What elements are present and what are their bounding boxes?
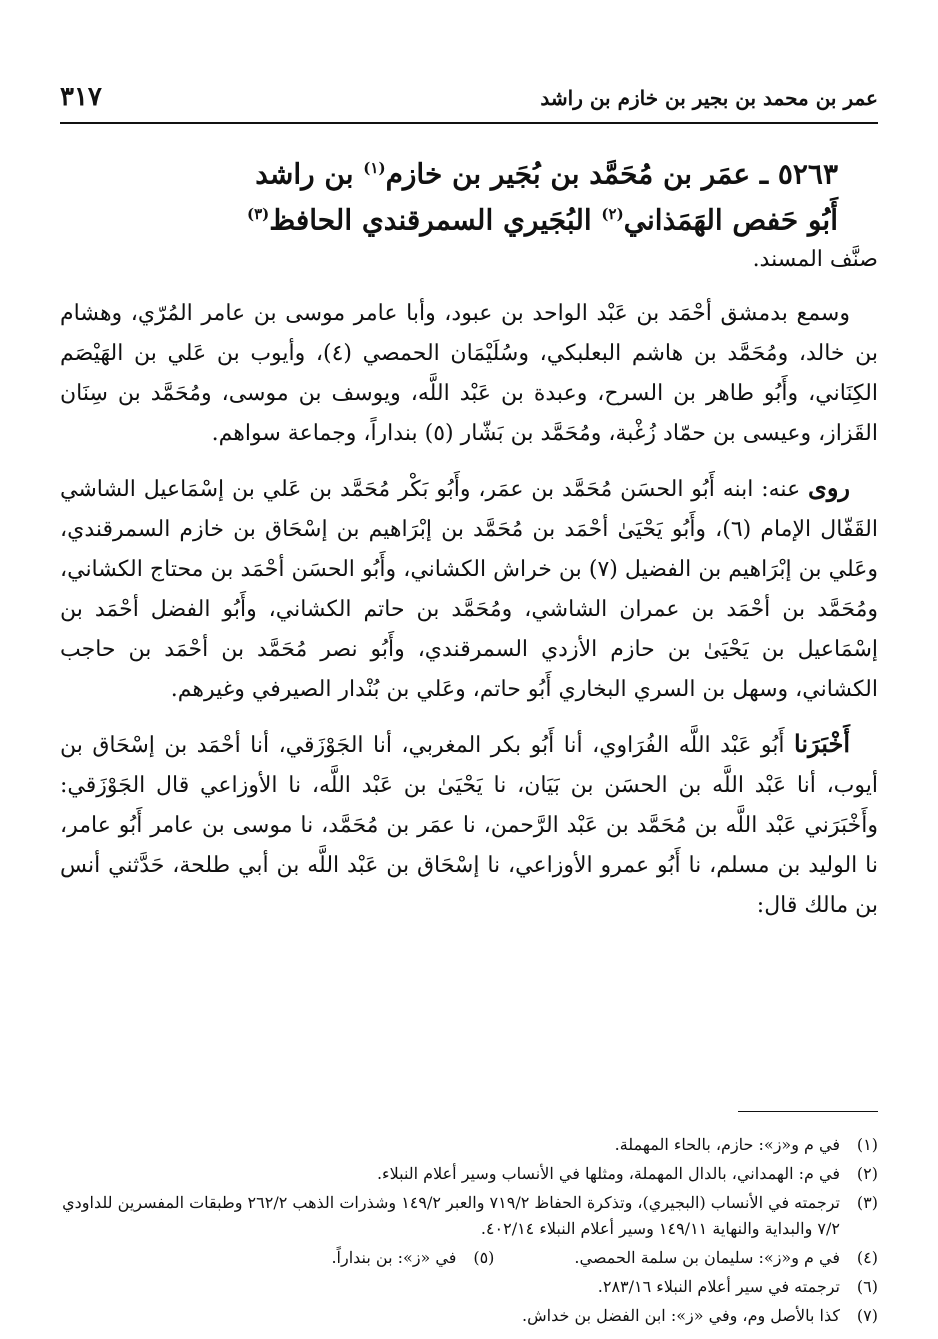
footnote-2 <box>60 1161 878 1187</box>
page-number: ٣١٧ <box>60 82 102 112</box>
footnote-ref-3: (٣) <box>246 205 270 224</box>
footnote-mark: (١) <box>856 1135 878 1154</box>
footnote-text: في «ز»: بن بنداراً. <box>331 1248 457 1267</box>
running-title: عمر بن محمد بن بجير بن خازم بن راشد <box>540 86 878 110</box>
footnote-4-and-5 <box>60 1245 878 1271</box>
footnote-mark: (٥) <box>473 1248 495 1267</box>
footnotes <box>60 1132 878 1332</box>
paragraph-students <box>60 468 878 710</box>
body-text <box>60 240 878 940</box>
footnote-ref-2: (٢) <box>601 205 624 224</box>
footnote-text: ترجمته في سير أعلام النبلاء ٢٨٣/١٦. <box>597 1277 840 1296</box>
footnote-text: في م و«ز»: حازم، بالحاء المهملة. <box>614 1135 840 1154</box>
lead-word-rawa: روى <box>808 473 850 502</box>
footnote-separator <box>738 1111 878 1112</box>
page-header <box>60 82 878 124</box>
footnote-text: في م و«ز»: سليمان بن سلمة الحمصي. <box>574 1248 840 1267</box>
entry-title-name-end: بن راشد <box>255 157 354 191</box>
entry-title-line-2 <box>60 194 838 240</box>
footnote-3 <box>60 1190 878 1242</box>
paragraph-musnad: صنَّف المسند. <box>752 247 878 272</box>
entry-title-line-1 <box>60 148 838 194</box>
footnote-7 <box>60 1303 878 1329</box>
entry-title-name: ٥٢٦٣ ـ عمَر بن مُحَمَّد بن بُجَير بن خازم <box>385 157 838 191</box>
footnote-1 <box>60 1132 878 1158</box>
footnote-mark: (٧) <box>856 1306 878 1325</box>
footnote-text: ترجمته في الأنساب (البجيري)، وتذكرة الحفاظ ٧١٩/٢ والعبر ١٤٩/٢ وشذرات الذهب ٢٦٢/٢ وطبقات المفسرين للداودي ٧/٢ والبداية والنهاية ١٤٩/١١ وسير أعلام النبلاء ٤٠٢/١٤. <box>62 1193 840 1238</box>
footnote-6 <box>60 1274 878 1300</box>
footnote-mark: (٣) <box>856 1193 878 1212</box>
footnote-ref-1: (١) <box>363 159 386 177</box>
footnote-gap <box>504 1245 564 1271</box>
document-page <box>60 70 879 1325</box>
footnote-text: كذا بالأصل وم، وفي «ز»: ابن الفضل بن خداش. <box>522 1306 840 1325</box>
entry-title <box>60 148 878 241</box>
footnote-mark: (٦) <box>856 1277 878 1296</box>
entry-title-kunya: أَبُو حَفص الهَمَذاني <box>623 203 838 237</box>
entry-title-nisba: البُجَيري السمرقندي الحافظ <box>269 203 592 237</box>
lead-word-akhbarana: أَخْبَرَنا <box>794 729 850 758</box>
footnote-mark: (٤) <box>856 1248 878 1267</box>
footnote-mark: (٢) <box>856 1164 878 1183</box>
paragraph-teachers: وسمع بدمشق أحْمَد بن عَبْد الواحد بن عبود، وأبا عامر موسى بن عامر المُرّي، وهشام بن خالد، ومُحَمَّد بن هاشم البعلبكي، وسُلَيْمَان الحمصي (٤)، وأيوب بن عَلي بن الهَيْصَم الكِنَاني، وأَبُو طاهر بن السرح، وعبدة بن عَبْد اللَّه، ويوسف بن موسى، ومُحَمَّد بن سِنَان القَزاز، وعيسى بن حمّاد زُغْبة، ومُحَمَّد بن بَشّار (٥) بنداراً، وجماعة سواهم. <box>60 301 879 446</box>
footnote-text: في م: الهمداني، بالدال المهملة، ومثلها في الأنساب وسير أعلام النبلاء. <box>376 1164 840 1183</box>
paragraph-hadith-chain <box>60 724 878 926</box>
paragraph-hadith-chain-text: أَبُو عَبْد اللَّه الفُرَاوي، أنا أَبُو بكر المغربي، أنا الجَوْزَقي، أنا أحْمَد بن إسْحَاق بن أيوب، أنا عَبْد اللَّه بن الحسَن بن بَيَان، نا يَحْيَىٰ بن عَبْد اللَّه، نا الأوزاعي قال الجَوْزَقي: وأَخْبَرَني عَبْد اللَّه بن مُحَمَّد بن عَبْد الرَّحمن، نا عمَر بن مُحَمَّد، نا موسى بن عامر أَبُو عامر، نا الوليد بن مسلم، نا أَبُو عمرو الأوزاعي، نا إسْحَاق بن عَبْد اللَّه بن أبي طلحة، حَدَّثني أنس بن مالك قال: <box>60 733 878 918</box>
paragraph-students-text: عنه: ابنه أَبُو الحسَن مُحَمَّد بن عمَر، وأَبُو بَكْر مُحَمَّد بن عَلي بن إسْمَاعيل الشاشي القَفّال الإمام (٦)، وأَبُو يَحْيَىٰ أحْمَد بن مُحَمَّد بن إبْرَاهيم بن إسْحَاق بن خازم السمرقندي، وعَلي بن إبْرَاهيم بن الفضيل (٧) بن خراش الكشاني، وأَبُو الحسَن أحْمَد بن محتاج الكشاني، ومُحَمَّد بن أحْمَد بن عمران الشاشي، ومُحَمَّد بن حاتم الكشاني، وأَبُو الفضل أحْمَد بن إسْمَاعيل بن يَحْيَىٰ بن حازم الأزدي السمرقندي، وأَبُو نصر مُحَمَّد بن أحْمَد بن حاجب الكشاني، وسهل بن السري البخاري أَبُو حاتم، وعَلي بن بُنْدار الصيرفي وغيرهم. <box>60 477 878 702</box>
